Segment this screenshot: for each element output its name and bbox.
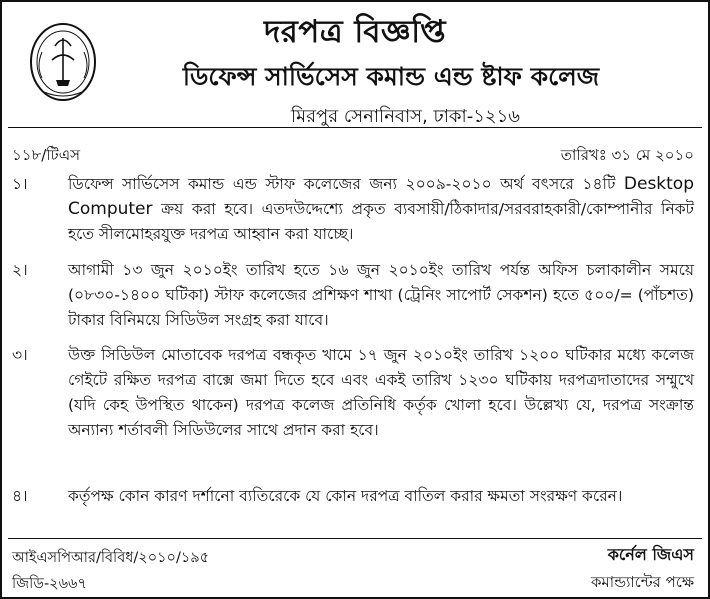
clause-number: ৩। (12, 346, 28, 364)
clause-text: আগামী ১৩ জুন ২০১০ইং তারিখ হতে ১৬ জুন ২০১০ইং তারিখ পর্যন্ত অফিস চলাকালীন সময়ে (০৮৩০-১৪০০ ঘটিকা) স্টাফ কলেজের প্রশিক্ষণ শাখা (ট্রেনিং সাপোর্ট সেকশন) হতে ৫০০/= (পাঁচশত) টাকার বিনিময়ে সিডিউল সংগ্রহ করা যাবে। (68, 261, 694, 329)
clause-number: ১। (12, 175, 28, 193)
clause-number: ২। (12, 261, 28, 279)
memo-number: আইএসপিআর/বিবিধ/২০১০/১৯৫ (12, 550, 210, 566)
clause-2 (12, 258, 694, 333)
organization-address: মিরপুর সেনানিবাস, ঢাকা-১২১৬ (291, 106, 520, 127)
clause-1 (12, 172, 694, 247)
notice-title: দরপত্র বিজ্ঞপ্তি (263, 14, 447, 50)
header-divider (8, 127, 702, 128)
clause-3 (12, 343, 694, 443)
signatory-designation: কমান্ড্যান্টের পক্ষে (590, 573, 694, 591)
clause-number: ৪। (12, 487, 28, 505)
signatory-name: কর্নেল জিএস (607, 545, 694, 564)
footer-divider (8, 538, 702, 539)
clause-text: ডিফেন্স সার্ভিসেস কমান্ড এন্ড স্টাফ কলেজের জন্য ২০০৯-২০১০ অর্থ বৎসরে ১৪টি Desktop Computer ক্রয় করা হবে। এতদউদ্দেশ্যে প্রকৃত ব্যবসায়ী/ঠিকাদার/সরবরাহকারী/কোম্পানীর নিকট হতে সীলমোহরযুক্ত দরপত্র আহ্বান করা যাচ্ছে। (68, 174, 694, 243)
organization-name: ডিফেন্স সার্ভিসেস কমান্ড এন্ড ষ্টাফ কলেজ (182, 62, 600, 91)
notice-date: তারিখঃ ৩১ মে ২০১০ (560, 146, 694, 164)
reference-number: ১১৮/টিএস (12, 146, 81, 164)
clause-4 (12, 484, 694, 509)
clause-text: উক্ত সিডিউল মোতাবেক দরপত্র বন্ধকৃত খামে ১৭ জুন ২০১০ইং তারিখ ১২০০ ঘটিকার মধ্যে কলেজ গেইটে রক্ষিত দরপত্র বাক্সে জমা দিতে হবে এবং একই তারিখ ১২৩০ ঘটিকায় দরপত্রদাতাদের সম্মুখে (যদি কেহ উপস্থিত থাকেন) দরপত্র কলেজ প্রতিনিধি কর্তৃক খোলা হবে। উল্লেখ্য যে, দরপত্র সংক্রান্ত অন্যান্য শর্তাবলী সিডিউলের সাথে প্রদান করা হবে। (68, 346, 694, 439)
dg-number: জিডি-২৬৬৭ (12, 576, 87, 592)
clause-text: কর্তৃপক্ষ কোন কারণ দর্শানো ব্যতিরেকে যে কোন দরপত্র বাতিল করার ক্ষমতা সংরক্ষণ করেন। (68, 487, 623, 505)
item-name: Desktop Computer (68, 174, 694, 219)
